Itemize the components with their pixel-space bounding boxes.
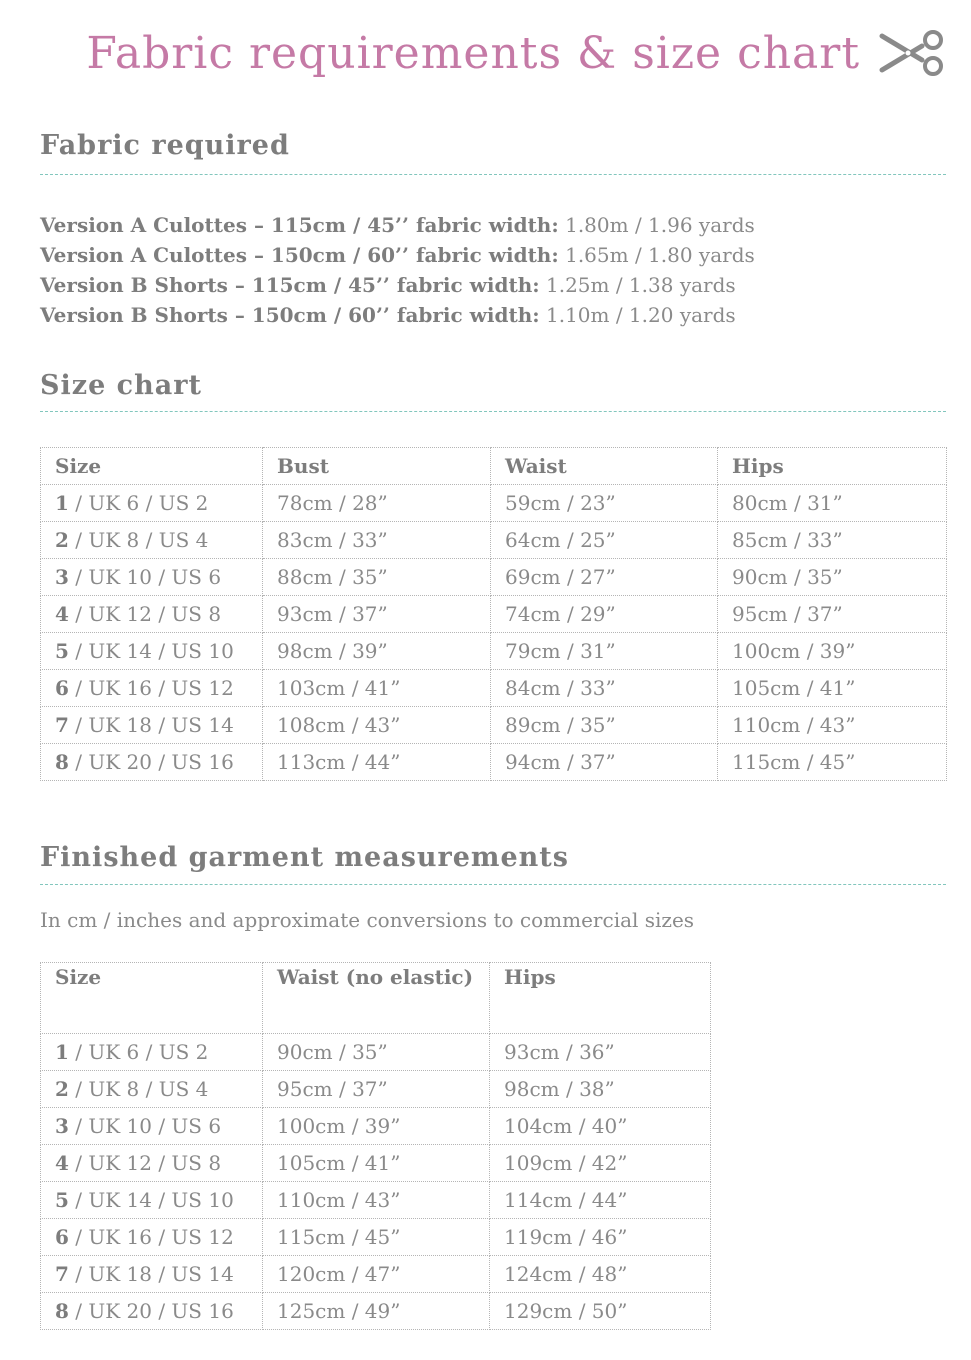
size-cell [41,670,263,707]
garment-table [40,962,711,1330]
waist-cell: 125cm / 49” [263,1293,490,1330]
hips-cell: 85cm / 33” [718,522,947,559]
scissors-icon [878,30,946,76]
hips-cell: 104cm / 40” [490,1108,711,1145]
size-cell [41,1034,263,1071]
table-row [41,1256,711,1293]
table-row [41,1034,711,1071]
waist-cell: 64cm / 25” [491,522,718,559]
bust-cell: 93cm / 37” [263,596,491,633]
table-row [41,633,947,670]
size-number: 6 [55,1225,69,1249]
size-number: 4 [55,1151,69,1175]
fabric-row [40,300,755,330]
column-header: Hips [490,963,711,1034]
fabric-row [40,210,755,240]
size-cell [41,1256,263,1293]
size-chart-divider [40,411,946,412]
size-number: 5 [55,639,69,663]
column-header: Size [41,448,263,485]
size-cell [41,1293,263,1330]
hips-cell: 115cm / 45” [718,744,947,781]
size-cell [41,1219,263,1256]
size-number: 5 [55,1188,69,1212]
table-row [41,485,947,522]
size-number: 3 [55,1114,69,1138]
size-label: / UK 18 / US 14 [68,713,234,737]
column-header: Waist [491,448,718,485]
column-header: Bust [263,448,491,485]
column-header: Hips [718,448,947,485]
size-number: 2 [55,1077,69,1101]
waist-cell: 69cm / 27” [491,559,718,596]
garment-heading: Finished garment measurements [40,842,569,873]
size-number: 8 [55,750,69,774]
table-row [41,559,947,596]
hips-cell: 80cm / 31” [718,485,947,522]
table-row [41,1108,711,1145]
size-label: / UK 8 / US 4 [68,528,209,552]
waist-cell: 89cm / 35” [491,707,718,744]
size-cell [41,559,263,596]
bust-cell: 98cm / 39” [263,633,491,670]
table-row [41,1219,711,1256]
hips-cell: 105cm / 41” [718,670,947,707]
bust-cell: 78cm / 28” [263,485,491,522]
table-row [41,596,947,633]
size-number: 3 [55,565,69,589]
size-number: 2 [55,528,69,552]
size-label: / UK 6 / US 2 [68,491,209,515]
size-number: 6 [55,676,69,700]
size-label: / UK 20 / US 16 [68,1299,234,1323]
fabric-label: Version A Culottes – 115cm / 45’’ fabric width: [40,213,559,237]
column-header: Size [41,963,263,1034]
waist-cell: 59cm / 23” [491,485,718,522]
garment-note: In cm / inches and approximate conversions to commercial sizes [40,908,695,932]
hips-cell: 110cm / 43” [718,707,947,744]
table-row [41,707,947,744]
size-label: / UK 16 / US 12 [68,676,234,700]
size-cell [41,707,263,744]
hips-cell: 98cm / 38” [490,1071,711,1108]
bust-cell: 103cm / 41” [263,670,491,707]
size-cell [41,1145,263,1182]
waist-cell: 95cm / 37” [263,1071,490,1108]
waist-cell: 84cm / 33” [491,670,718,707]
garment-divider [40,884,946,885]
hips-cell: 100cm / 39” [718,633,947,670]
size-label: / UK 12 / US 8 [68,1151,222,1175]
size-label: / UK 14 / US 10 [68,639,234,663]
fabric-heading: Fabric required [40,130,290,161]
waist-cell: 120cm / 47” [263,1256,490,1293]
fabric-row [40,240,755,270]
fabric-value: 1.25m / 1.38 yards [545,273,736,297]
size-chart-heading: Size chart [40,370,202,401]
hips-cell: 119cm / 46” [490,1219,711,1256]
waist-cell: 100cm / 39” [263,1108,490,1145]
waist-cell: 105cm / 41” [263,1145,490,1182]
table-header-row [41,448,947,485]
size-number: 1 [55,491,69,515]
size-label: / UK 6 / US 2 [68,1040,209,1064]
size-chart-table [40,447,947,781]
fabric-label: Version B Shorts – 115cm / 45’’ fabric width: [40,273,540,297]
waist-cell: 110cm / 43” [263,1182,490,1219]
size-cell [41,1182,263,1219]
size-label: / UK 20 / US 16 [68,750,234,774]
fabric-divider [40,174,946,175]
hips-cell: 129cm / 50” [490,1293,711,1330]
size-label: / UK 18 / US 14 [68,1262,234,1286]
size-cell [41,485,263,522]
hips-cell: 114cm / 44” [490,1182,711,1219]
table-header-row [41,963,711,1034]
page-title: Fabric requirements & size chart [86,28,860,79]
table-row [41,1182,711,1219]
size-number: 7 [55,713,69,737]
size-number: 4 [55,602,69,626]
size-label: / UK 12 / US 8 [68,602,222,626]
size-cell [41,1071,263,1108]
hips-cell: 90cm / 35” [718,559,947,596]
size-label: / UK 8 / US 4 [68,1077,209,1101]
size-cell [41,1108,263,1145]
hips-cell: 109cm / 42” [490,1145,711,1182]
bust-cell: 113cm / 44” [263,744,491,781]
bust-cell: 83cm / 33” [263,522,491,559]
size-number: 8 [55,1299,69,1323]
size-cell [41,744,263,781]
size-number: 7 [55,1262,69,1286]
size-label: / UK 14 / US 10 [68,1188,234,1212]
hips-cell: 95cm / 37” [718,596,947,633]
size-label: / UK 10 / US 6 [68,565,222,589]
fabric-value: 1.65m / 1.80 yards [565,243,755,267]
waist-cell: 90cm / 35” [263,1034,490,1071]
waist-cell: 115cm / 45” [263,1219,490,1256]
table-row [41,522,947,559]
fabric-label: Version A Culottes – 150cm / 60’’ fabric width: [40,243,559,267]
fabric-list [40,210,755,330]
waist-cell: 74cm / 29” [491,596,718,633]
size-cell [41,522,263,559]
waist-cell: 94cm / 37” [491,744,718,781]
table-row [41,670,947,707]
hips-cell: 93cm / 36” [490,1034,711,1071]
hips-cell: 124cm / 48” [490,1256,711,1293]
size-cell [41,633,263,670]
fabric-row [40,270,755,300]
column-header: Waist (no elastic) [263,963,490,1034]
size-number: 1 [55,1040,69,1064]
fabric-value: 1.80m / 1.96 yards [565,213,755,237]
table-row [41,1145,711,1182]
waist-cell: 79cm / 31” [491,633,718,670]
bust-cell: 108cm / 43” [263,707,491,744]
size-label: / UK 10 / US 6 [68,1114,222,1138]
fabric-label: Version B Shorts – 150cm / 60’’ fabric width: [40,303,540,327]
table-row [41,1071,711,1108]
bust-cell: 88cm / 35” [263,559,491,596]
table-row [41,1293,711,1330]
table-row [41,744,947,781]
size-label: / UK 16 / US 12 [68,1225,234,1249]
size-cell [41,596,263,633]
fabric-value: 1.10m / 1.20 yards [545,303,736,327]
